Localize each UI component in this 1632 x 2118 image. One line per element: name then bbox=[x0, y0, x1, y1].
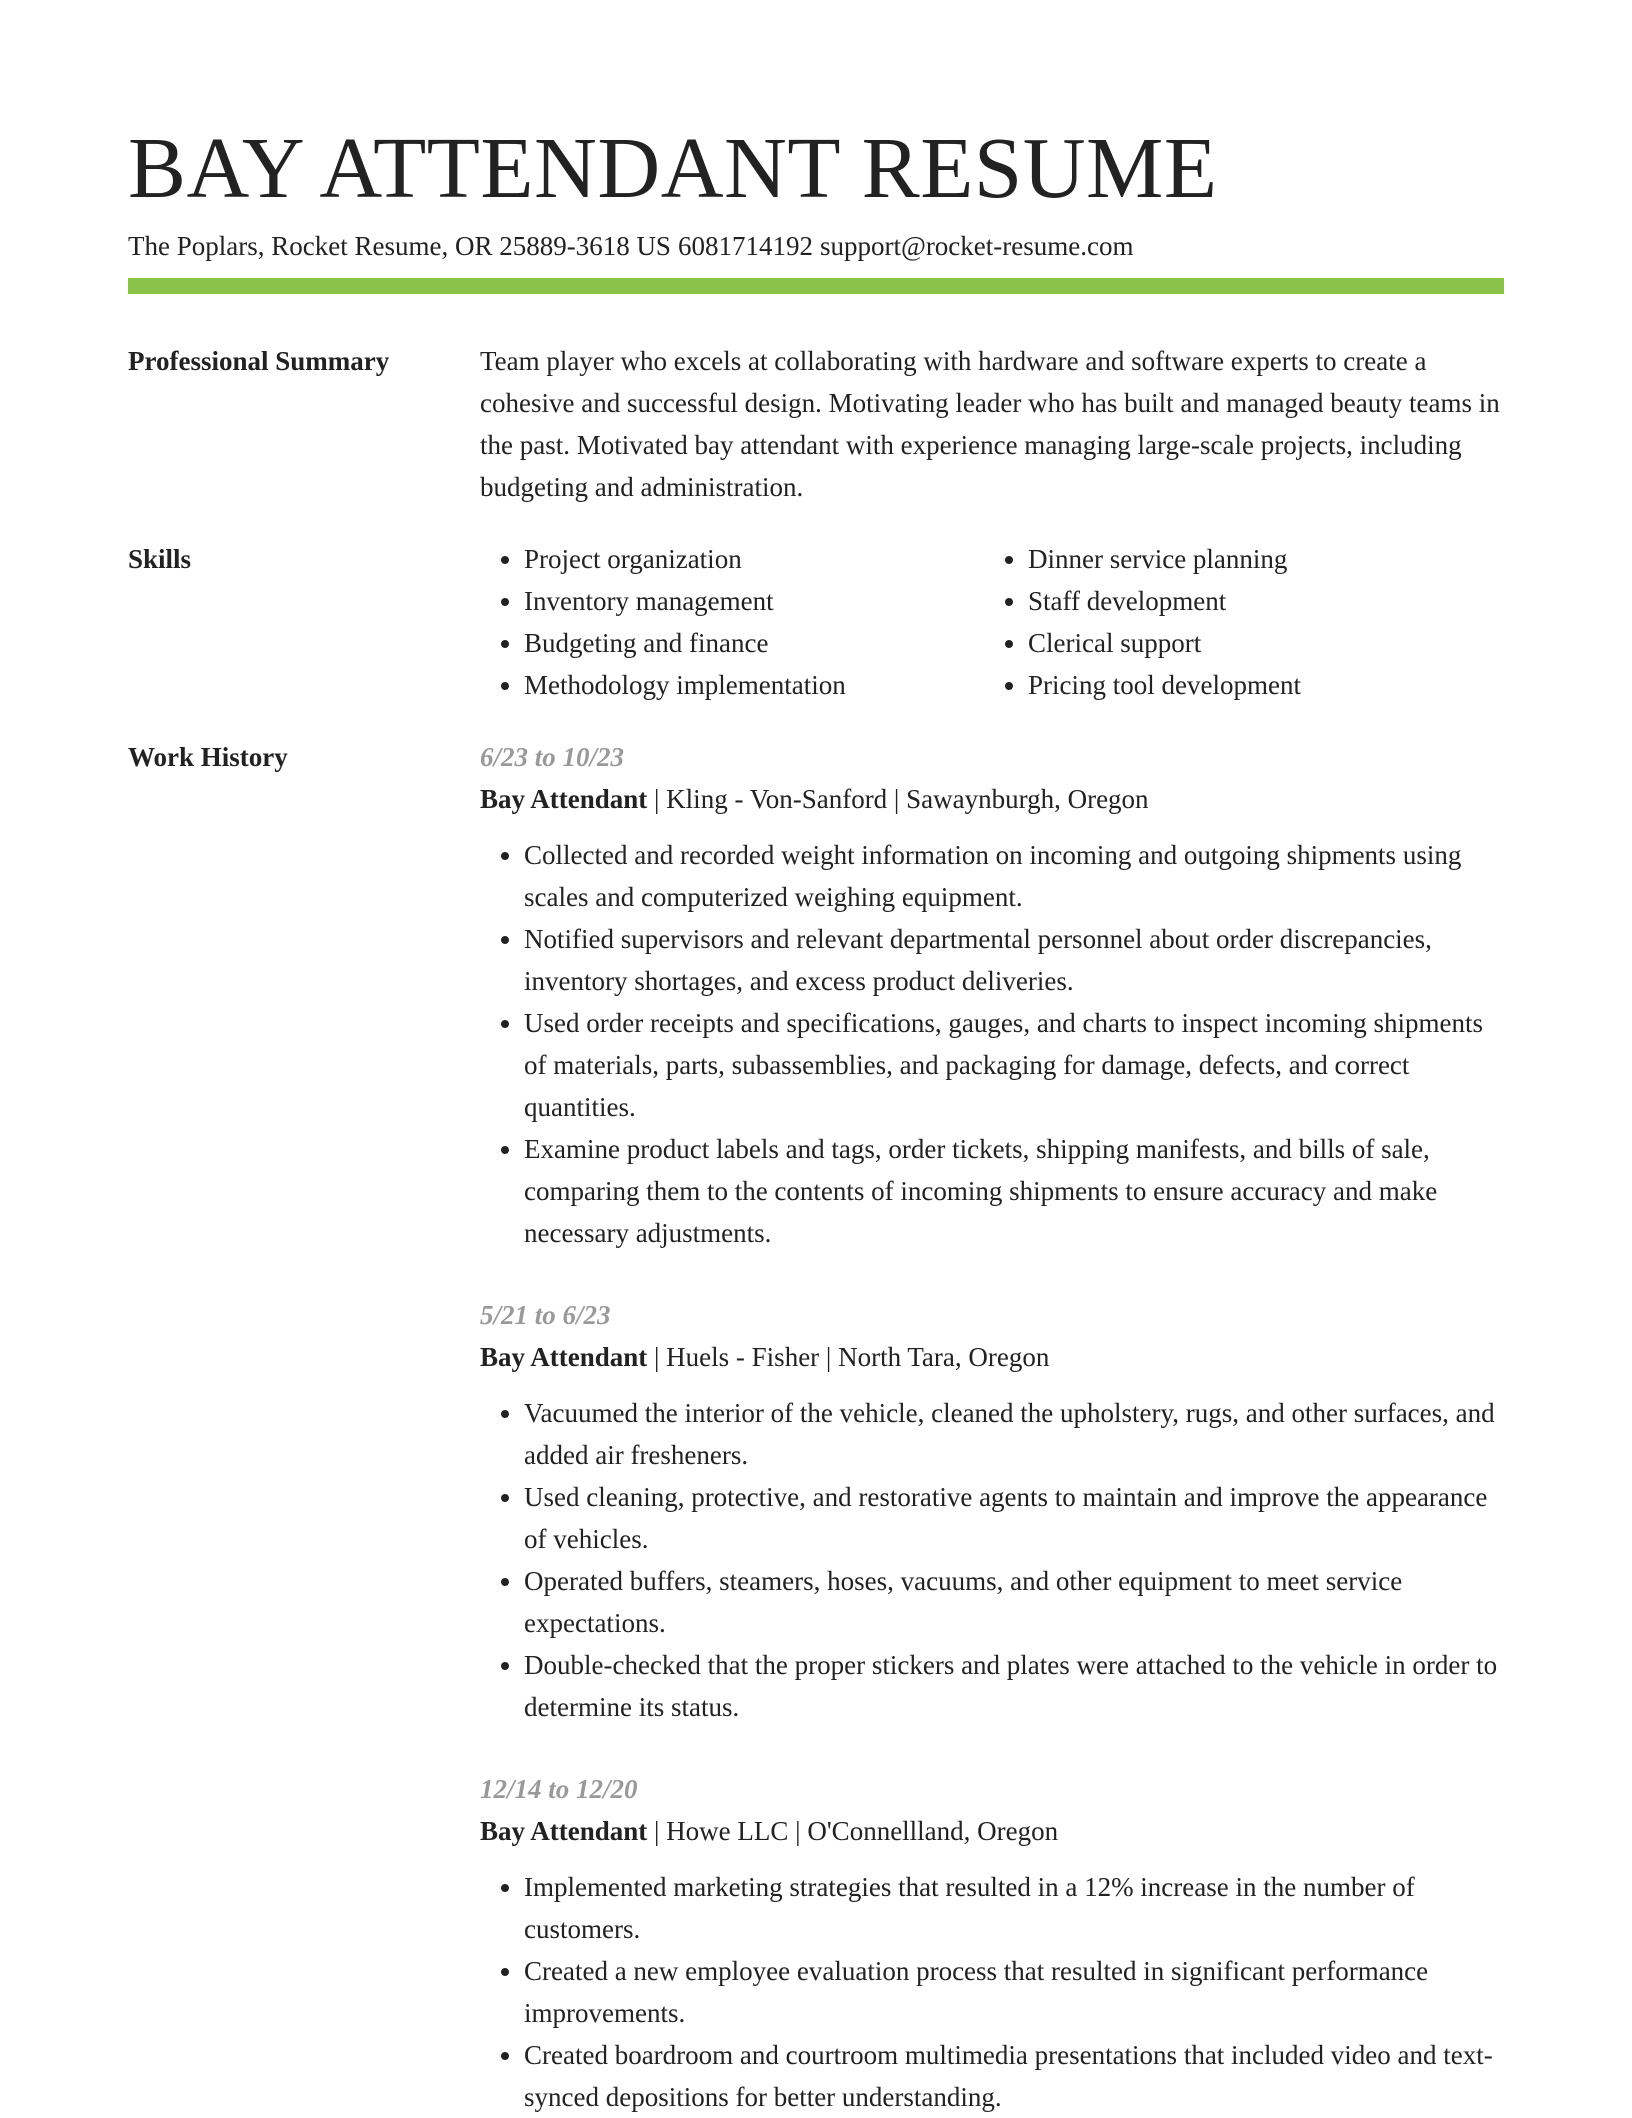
job-bullet: • Examine product labels and tags, order tickets, shipping manifests, and bills of sale, comparing them to the contents of incoming shipments to ensure accuracy and make necessary adjustments. bbox=[524, 1128, 1504, 1254]
skill-item: • Pricing tool development bbox=[1028, 664, 1488, 706]
summary-label: Professional Summary bbox=[128, 346, 390, 376]
skills-label: Skills bbox=[128, 544, 192, 574]
header-divider bbox=[128, 278, 1504, 294]
work-history-list bbox=[480, 736, 1504, 2118]
job-title: Bay Attendant bbox=[480, 784, 648, 814]
job-bullet: • Double-checked that the proper stickers and plates were attached to the vehicle in order to determine its status. bbox=[524, 1644, 1504, 1728]
skill-item: • Project organization bbox=[524, 538, 984, 580]
job-bullets bbox=[480, 1866, 1504, 2118]
job-bullet: • Operated buffers, steamers, hoses, vacuums, and other equipment to meet service expectations. bbox=[524, 1560, 1504, 1644]
job-entry bbox=[480, 736, 1504, 1254]
job-heading bbox=[480, 1336, 1504, 1378]
job-bullet: • Collected and recorded weight information on incoming and outgoing shipments using scales and computerized weighing equipment. bbox=[524, 834, 1504, 918]
job-heading bbox=[480, 1810, 1504, 1852]
job-details: | Kling - Von-Sanford | Sawaynburgh, Oregon bbox=[647, 784, 1149, 814]
skill-item: • Budgeting and finance bbox=[524, 622, 984, 664]
job-details: | Howe LLC | O'Connellland, Oregon bbox=[647, 1816, 1059, 1846]
job-bullet: • Used order receipts and specifications, gauges, and charts to inspect incoming shipments of materials, parts, subassemblies, and packaging for damage, defects, and correct quantities. bbox=[524, 1002, 1504, 1128]
job-bullet: • Vacuumed the interior of the vehicle, cleaned the upholstery, rugs, and other surfaces, and added air fresheners. bbox=[524, 1392, 1504, 1476]
job-entry bbox=[480, 1294, 1504, 1728]
job-bullet: • Used cleaning, protective, and restorative agents to maintain and improve the appearance of vehicles. bbox=[524, 1476, 1504, 1560]
job-bullet: • Implemented marketing strategies that resulted in a 12% increase in the number of customers. bbox=[524, 1866, 1504, 1950]
job-bullet: • Notified supervisors and relevant departmental personnel about order discrepancies, inventory shortages, and excess product deliveries. bbox=[524, 918, 1504, 1002]
job-title: Bay Attendant bbox=[480, 1816, 648, 1846]
job-bullets bbox=[480, 834, 1504, 1254]
summary-section bbox=[128, 340, 1504, 508]
resume-title: BAY ATTENDANT RESUME bbox=[128, 119, 1218, 216]
skill-item: • Dinner service planning bbox=[1028, 538, 1488, 580]
skill-item: • Clerical support bbox=[1028, 622, 1488, 664]
job-dates: 5/21 to 6/23 bbox=[480, 1300, 611, 1330]
skills-list-left bbox=[480, 538, 984, 706]
job-heading bbox=[480, 778, 1504, 820]
work-history-section bbox=[128, 736, 1504, 2118]
contact-line bbox=[128, 228, 1504, 264]
skills-list-right bbox=[984, 538, 1488, 706]
job-bullet: • Created boardroom and courtroom multimedia presentations that included video and text-synced depositions for better understanding. bbox=[524, 2034, 1504, 2118]
job-entry bbox=[480, 1768, 1504, 2118]
skill-item: • Staff development bbox=[1028, 580, 1488, 622]
skill-item: • Methodology implementation bbox=[524, 664, 984, 706]
skills-section bbox=[128, 538, 1504, 706]
job-title: Bay Attendant bbox=[480, 1342, 648, 1372]
contact-email[interactable]: support@rocket-resume.com bbox=[819, 231, 1134, 261]
summary-text: Team player who excels at collaborating with hardware and software experts to create a cohesive and successful design. Motivating leader who has built and managed beauty teams in the past. Motivated bay attendant with experience managing large-scale projects, including budgeting and administration. bbox=[480, 346, 1500, 502]
work-history-label: Work History bbox=[128, 742, 288, 772]
job-bullets bbox=[480, 1392, 1504, 1728]
job-details: | Huels - Fisher | North Tara, Oregon bbox=[647, 1342, 1050, 1372]
contact-address: The Poplars, Rocket Resume, OR 25889-3618 US bbox=[128, 231, 671, 261]
resume-page bbox=[128, 118, 1504, 2118]
skill-item: • Inventory management bbox=[524, 580, 984, 622]
contact-phone: 6081714192 bbox=[677, 231, 813, 261]
job-dates: 12/14 to 12/20 bbox=[480, 1774, 638, 1804]
job-bullet: • Created a new employee evaluation process that resulted in significant performance improvements. bbox=[524, 1950, 1504, 2034]
job-dates: 6/23 to 10/23 bbox=[480, 742, 625, 772]
